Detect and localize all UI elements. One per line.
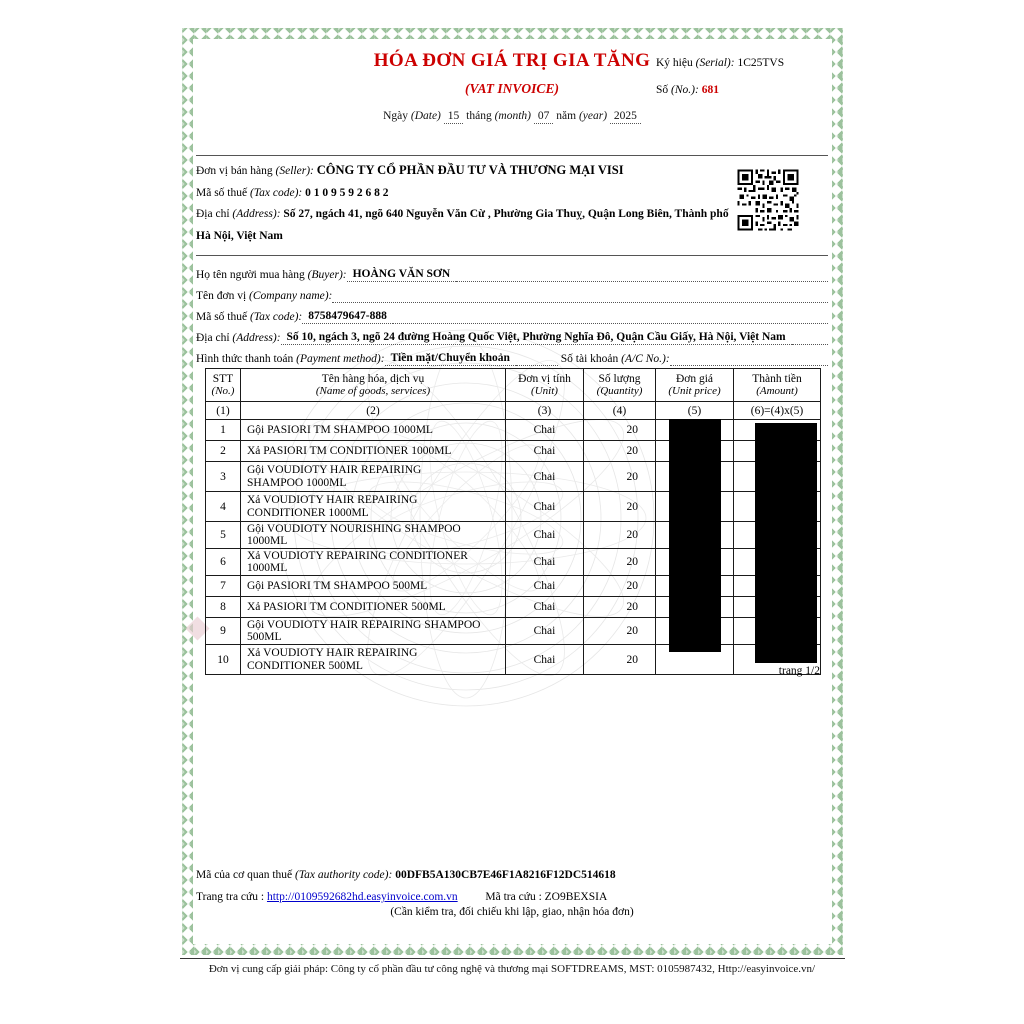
buyer-address-row: Địa chỉ (Address): Số 10, ngách 3, ngõ 24 đường Hoàng Quốc Việt, Phường Nghĩa Đô, Quận Cầu Giấy, Hà Nội, Việt Nam	[196, 324, 828, 345]
tax-footer	[196, 864, 828, 908]
qr-code	[735, 167, 801, 233]
item-row	[206, 462, 821, 492]
buyer-section	[196, 261, 828, 366]
item-qty: 20	[584, 597, 656, 618]
item-no: 4	[206, 492, 241, 522]
date-year: 2025	[610, 110, 641, 124]
item-row	[206, 441, 821, 462]
item-unit: Chai	[506, 549, 584, 576]
item-no: 6	[206, 549, 241, 576]
item-unit: Chai	[506, 618, 584, 645]
item-row	[206, 549, 821, 576]
item-name: Xả PASIORI TM CONDITIONER 500ML	[241, 597, 506, 618]
item-no: 7	[206, 576, 241, 597]
seller-taxcode-row: Mã số thuế (Tax code): 0 1 0 9 5 9 2 6 8 2	[196, 186, 389, 199]
seller-address: Số 27, ngách 41, ngõ 640 Nguyễn Văn Cừ , Phường Gia Thuỵ, Quận Long Biên, Thành phố Hà Nội, Việt Nam	[196, 208, 729, 242]
col-header-amount: Thành tiền (Amount)	[734, 369, 821, 402]
item-name: Xả VOUDIOTY REPAIRING CONDITIONER 1000ML	[241, 549, 506, 576]
invoice-date-line: Ngày (Date) 15 tháng (month) 07 năm (year) 2025	[196, 110, 828, 122]
item-no: 3	[206, 462, 241, 492]
item-qty: 20	[584, 576, 656, 597]
item-no: 2	[206, 441, 241, 462]
footer-divider	[180, 958, 845, 959]
item-no: 5	[206, 522, 241, 549]
item-no: 8	[206, 597, 241, 618]
invoice-number-value: 681	[701, 84, 719, 96]
unit-price-redaction	[669, 419, 721, 652]
divider-seller-buyer	[196, 255, 828, 256]
item-qty: 20	[584, 549, 656, 576]
col-header-no: STT (No.)	[206, 369, 241, 402]
date-day: 15	[444, 110, 464, 124]
table-header-row	[206, 369, 821, 402]
col-header-qty: Số lượng (Quantity)	[584, 369, 656, 402]
invoice-subtitle: (VAT INVOICE)	[465, 81, 559, 96]
tax-authority-code: 00DFB5A130CB7E46F1A8216F12DC514618	[395, 869, 616, 881]
item-unit: Chai	[506, 522, 584, 549]
item-no: 10	[206, 645, 241, 675]
buyer-tax-code: 8758479647-888	[302, 310, 393, 324]
item-qty: 20	[584, 522, 656, 549]
item-unit: Chai	[506, 462, 584, 492]
date-month: 07	[534, 110, 554, 124]
page-number: trang 1/2	[778, 665, 820, 677]
item-name: Gội PASIORI TM SHAMPOO 1000ML	[241, 420, 506, 441]
items-body	[206, 420, 821, 675]
divider-top	[196, 155, 828, 156]
invoice-number: Số (No.): 681	[656, 84, 719, 96]
provider-footer: Đơn vị cung cấp giải pháp: Công ty cổ phần đầu tư công nghệ và thương mại SOFTDREAMS, MST: 0105987432, Http://easyinvoice.vn/	[208, 963, 816, 975]
seller-address-row: Địa chỉ (Address): Số 27, ngách 41, ngõ 640 Nguyễn Văn Cừ , Phường Gia Thuỵ, Quận Long Biên, Thành phố Hà Nội, Việt Nam	[196, 208, 729, 242]
item-qty: 20	[584, 420, 656, 441]
item-unit: Chai	[506, 645, 584, 675]
invoice-serial: Ký hiệu (Serial): 1C25TVS	[656, 57, 785, 69]
item-qty: 20	[584, 462, 656, 492]
col-header-name: Tên hàng hóa, dịch vụ (Name of goods, services)	[241, 369, 506, 402]
seller-section	[196, 160, 731, 247]
buyer-name: HOÀNG VĂN SƠN	[347, 268, 457, 282]
item-unit: Chai	[506, 576, 584, 597]
lookup-url-link[interactable]: http://0109592682hd.easyinvoice.com.vn	[266, 891, 458, 903]
item-row	[206, 597, 821, 618]
check-note: (Cần kiểm tra, đối chiếu khi lập, giao, nhận hóa đơn)	[390, 906, 634, 918]
buyer-taxcode-row: Mã số thuế (Tax code): 8758479647-888	[196, 303, 828, 324]
payment-method-row: Hình thức thanh toán (Payment method): Tiền mặt/Chuyển khoản Số tài khoản (A/C No.):	[196, 345, 828, 366]
item-no: 9	[206, 618, 241, 645]
tax-authority-row: Mã của cơ quan thuế (Tax authority code): 00DFB5A130CB7E46F1A8216F12DC514618	[196, 869, 616, 881]
lookup-row: Trang tra cứu : http://0109592682hd.easyinvoice.com.vn Mã tra cứu : ZO9BEXSIA	[196, 891, 608, 903]
buyer-name-row: Họ tên người mua hàng (Buyer): HOÀNG VĂN SƠN	[196, 261, 828, 282]
seller-tax-code: 0 1 0 9 5 9 2 6 8 2	[305, 186, 389, 199]
item-unit: Chai	[506, 420, 584, 441]
serial-block	[656, 50, 784, 104]
item-name: Gội PASIORI TM SHAMPOO 500ML	[241, 576, 506, 597]
items-table	[205, 368, 821, 675]
item-name: Xả VOUDIOTY HAIR REPAIRING CONDITIONER 1000ML	[241, 492, 506, 522]
item-name: Gội VOUDIOTY HAIR REPAIRING SHAMPOO 1000ML	[241, 462, 506, 492]
lookup-code: ZO9BEXSIA	[544, 891, 608, 903]
item-no: 1	[206, 420, 241, 441]
item-name: Gội VOUDIOTY NOURISHING SHAMPOO 1000ML	[241, 522, 506, 549]
invoice-title: HÓA ĐƠN GIÁ TRỊ GIA TĂNG	[373, 50, 651, 71]
item-unit: Chai	[506, 441, 584, 462]
payment-method: Tiền mặt/Chuyển khoản	[385, 352, 516, 366]
item-unit: Chai	[506, 597, 584, 618]
item-qty: 20	[584, 645, 656, 675]
item-row	[206, 618, 821, 645]
item-name: Xả PASIORI TM CONDITIONER 1000ML	[241, 441, 506, 462]
buyer-company-row: Tên đơn vị (Company name):	[196, 282, 828, 303]
serial-value: 1C25TVS	[737, 57, 785, 69]
col-header-price: Đơn giá (Unit price)	[656, 369, 734, 402]
item-row	[206, 492, 821, 522]
item-row	[206, 576, 821, 597]
item-qty: 20	[584, 492, 656, 522]
item-name: Xả VOUDIOTY HAIR REPAIRING CONDITIONER 500ML	[241, 645, 506, 675]
buyer-address: Số 10, ngách 3, ngõ 24 đường Hoàng Quốc Việt, Phường Nghĩa Đô, Quận Cầu Giấy, Hà Nội, Việt Nam	[281, 331, 792, 345]
item-row	[206, 420, 821, 441]
item-unit: Chai	[506, 492, 584, 522]
column-codes-row: (1) (2) (3) (4) (5) (6)=(4)x(5)	[206, 402, 821, 420]
item-row	[206, 522, 821, 549]
seller-name: CÔNG TY CỔ PHẦN ĐẦU TƯ VÀ THƯƠNG MẠI VISI	[316, 163, 624, 177]
item-name: Gội VOUDIOTY HAIR REPAIRING SHAMPOO 500ML	[241, 618, 506, 645]
amount-redaction	[755, 423, 817, 663]
seller-name-row: Đơn vị bán hàng (Seller): CÔNG TY CỔ PHẦN ĐẦU TƯ VÀ THƯƠNG MẠI VISI	[196, 163, 624, 177]
col-header-unit: Đơn vị tính (Unit)	[506, 369, 584, 402]
item-qty: 20	[584, 441, 656, 462]
item-qty: 20	[584, 618, 656, 645]
